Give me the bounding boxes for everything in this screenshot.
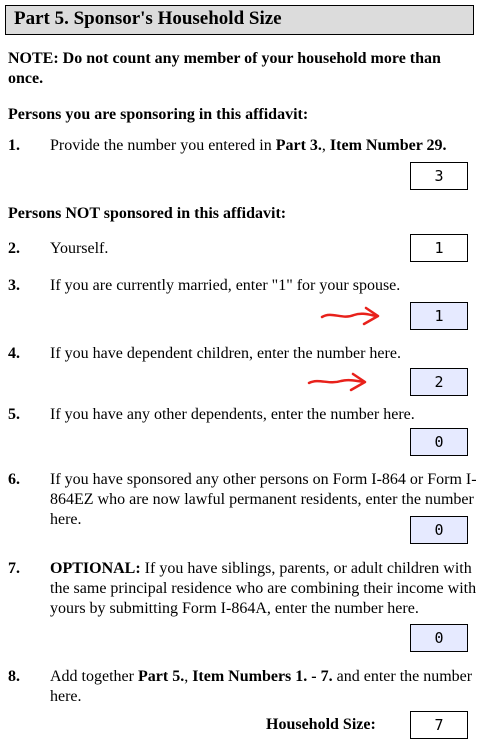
item-8-number: 8. — [8, 668, 20, 685]
item-5-text: If you have any other dependents, enter the number here. — [50, 406, 415, 423]
note-text: NOTE: Do not count any member of your household more than once. — [8, 50, 441, 87]
item-4-text: If you have dependent children, enter the number here. — [50, 345, 401, 362]
item-4-number: 4. — [8, 345, 20, 362]
section-header — [5, 5, 474, 35]
optional-label: OPTIONAL: — [50, 560, 141, 577]
item-5-number: 5. — [8, 406, 20, 423]
item-7-text — [50, 559, 480, 619]
item-5-field[interactable]: 0 — [410, 428, 468, 456]
item-3-number: 3. — [8, 277, 20, 294]
household-size-field[interactable]: 7 — [410, 711, 468, 739]
item-7-body: If you have siblings, parents, or adult children with the same principal residence who are combining their income with yours by submitting Form I-864A, enter the number here. — [50, 560, 477, 617]
item-8-text — [50, 667, 480, 707]
item-8-text-start: Add together — [50, 668, 138, 685]
item-8-text-end: and enter the number here. — [50, 668, 473, 705]
item-8-separator: , — [184, 668, 193, 685]
red-arrow-icon — [307, 371, 369, 393]
subheading-not-sponsored: Persons NOT sponsored in this affidavit: — [8, 205, 287, 222]
item-7-number: 7. — [8, 560, 20, 577]
section-title: Part 5. Sponsor's Household Size — [14, 8, 282, 29]
item-1-field[interactable]: 3 — [410, 162, 468, 190]
item-6-text: If you have sponsored any other persons on Form I-864 or Form I-864EZ who are now lawful permanent residents, enter the number here. — [50, 471, 477, 528]
item-1-number: 1. — [8, 137, 20, 154]
item-6-field[interactable]: 0 — [410, 516, 468, 544]
subheading-sponsored: Persons you are sponsoring in this affidavit: — [8, 106, 309, 123]
item-1-item-ref: Item Number 29. — [329, 137, 447, 154]
item-2-number: 2. — [8, 240, 20, 257]
item-2-field[interactable]: 1 — [410, 234, 468, 262]
item-2-text: Yourself. — [50, 240, 109, 257]
item-3-field[interactable]: 1 — [410, 302, 468, 330]
item-8-item-ref: Item Numbers 1. - 7. — [192, 668, 333, 685]
item-1-text-start: Provide the number you entered in — [50, 137, 276, 154]
item-1-text — [50, 136, 480, 156]
item-1-part-ref: Part 3. — [275, 137, 322, 154]
item-3-text: If you are currently married, enter "1" for your spouse. — [50, 277, 401, 294]
red-arrow-icon — [320, 305, 382, 327]
item-4-field[interactable]: 2 — [410, 368, 468, 396]
item-7-field[interactable]: 0 — [410, 624, 468, 652]
item-8-part-ref: Part 5. — [137, 668, 185, 685]
item-1-separator: , — [321, 137, 330, 154]
item-6-number: 6. — [8, 471, 20, 488]
household-size-label: Household Size: — [266, 716, 376, 733]
